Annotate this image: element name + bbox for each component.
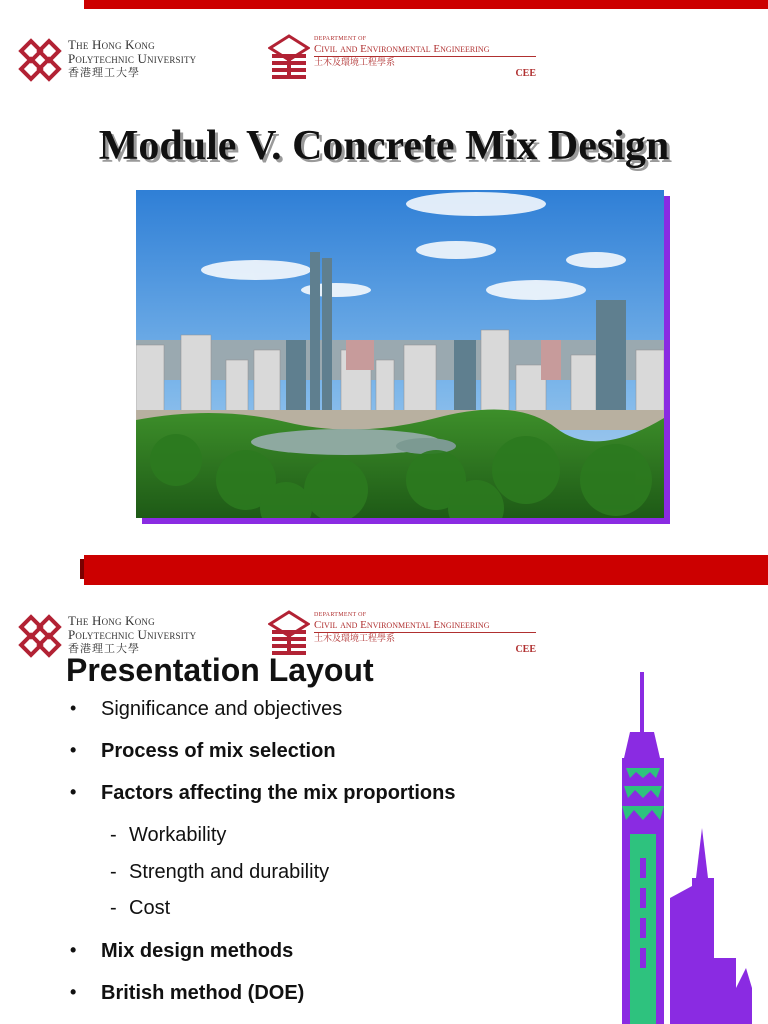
department-name xyxy=(314,612,536,655)
city-skyline-photo xyxy=(136,190,668,522)
department-abbreviation: CEE xyxy=(515,68,536,79)
sub-list-item: - Workability xyxy=(110,824,227,846)
outline-list xyxy=(68,698,588,1024)
department-name xyxy=(314,36,536,79)
sub-list-item-text: Strength and durability xyxy=(129,860,330,883)
department-chinese-name: 土木及環境工程學系 xyxy=(314,633,396,643)
skyline-image xyxy=(136,190,664,518)
top-red-bar xyxy=(84,555,768,585)
department-english-name: Civil and Environmental Engineering xyxy=(314,619,536,633)
sub-list-item-text: Cost xyxy=(129,897,171,919)
top-red-bar xyxy=(84,0,768,9)
list-item: • Process of mix selection xyxy=(68,740,588,782)
polyu-name-chinese: 香港理工大學 xyxy=(68,67,140,79)
university-header xyxy=(16,32,536,88)
department-english-name: Civil and Environmental Engineering xyxy=(314,43,536,57)
presentation-layout-title: Presentation Layout xyxy=(66,652,374,688)
skyscraper-illustration-icon xyxy=(600,658,768,1024)
sub-list-item: - Cost xyxy=(110,897,171,919)
polyu-name-line1: The Hong Kong xyxy=(68,613,155,628)
polyu-logo-icon xyxy=(16,36,64,84)
list-item: • Significance and objectives xyxy=(68,698,588,740)
polyu-name xyxy=(68,614,196,656)
sub-list-item: - Strength and durability xyxy=(110,860,330,883)
polyu-name-line2: Polytechnic University xyxy=(68,51,197,66)
polyu-name-line1: The Hong Kong xyxy=(68,37,155,52)
department-chinese-name: 土木及環境工程學系 xyxy=(314,57,396,67)
polyu-name-line2: Polytechnic University xyxy=(68,627,197,642)
module-title: Module V. Concrete Mix Design xyxy=(98,123,670,169)
polyu-logo-icon xyxy=(16,612,64,660)
polyu-name xyxy=(68,38,196,80)
slide-2 xyxy=(0,548,768,1024)
polyu-name-chinese: 香港理工大學 xyxy=(68,643,140,655)
department-of-label: DEPARTMENT OF xyxy=(314,612,367,618)
cee-building-logo-icon xyxy=(268,34,310,82)
cee-building-logo-icon xyxy=(268,610,310,658)
list-item: • British method (DOE) xyxy=(68,982,588,1024)
department-of-label: DEPARTMENT OF xyxy=(314,36,367,42)
list-item: • Factors affecting the mix proportions xyxy=(68,782,588,824)
sub-list-item-text: Workability xyxy=(129,824,227,846)
department-abbreviation: CEE xyxy=(515,644,536,655)
list-item: • Mix design methods xyxy=(68,940,588,982)
